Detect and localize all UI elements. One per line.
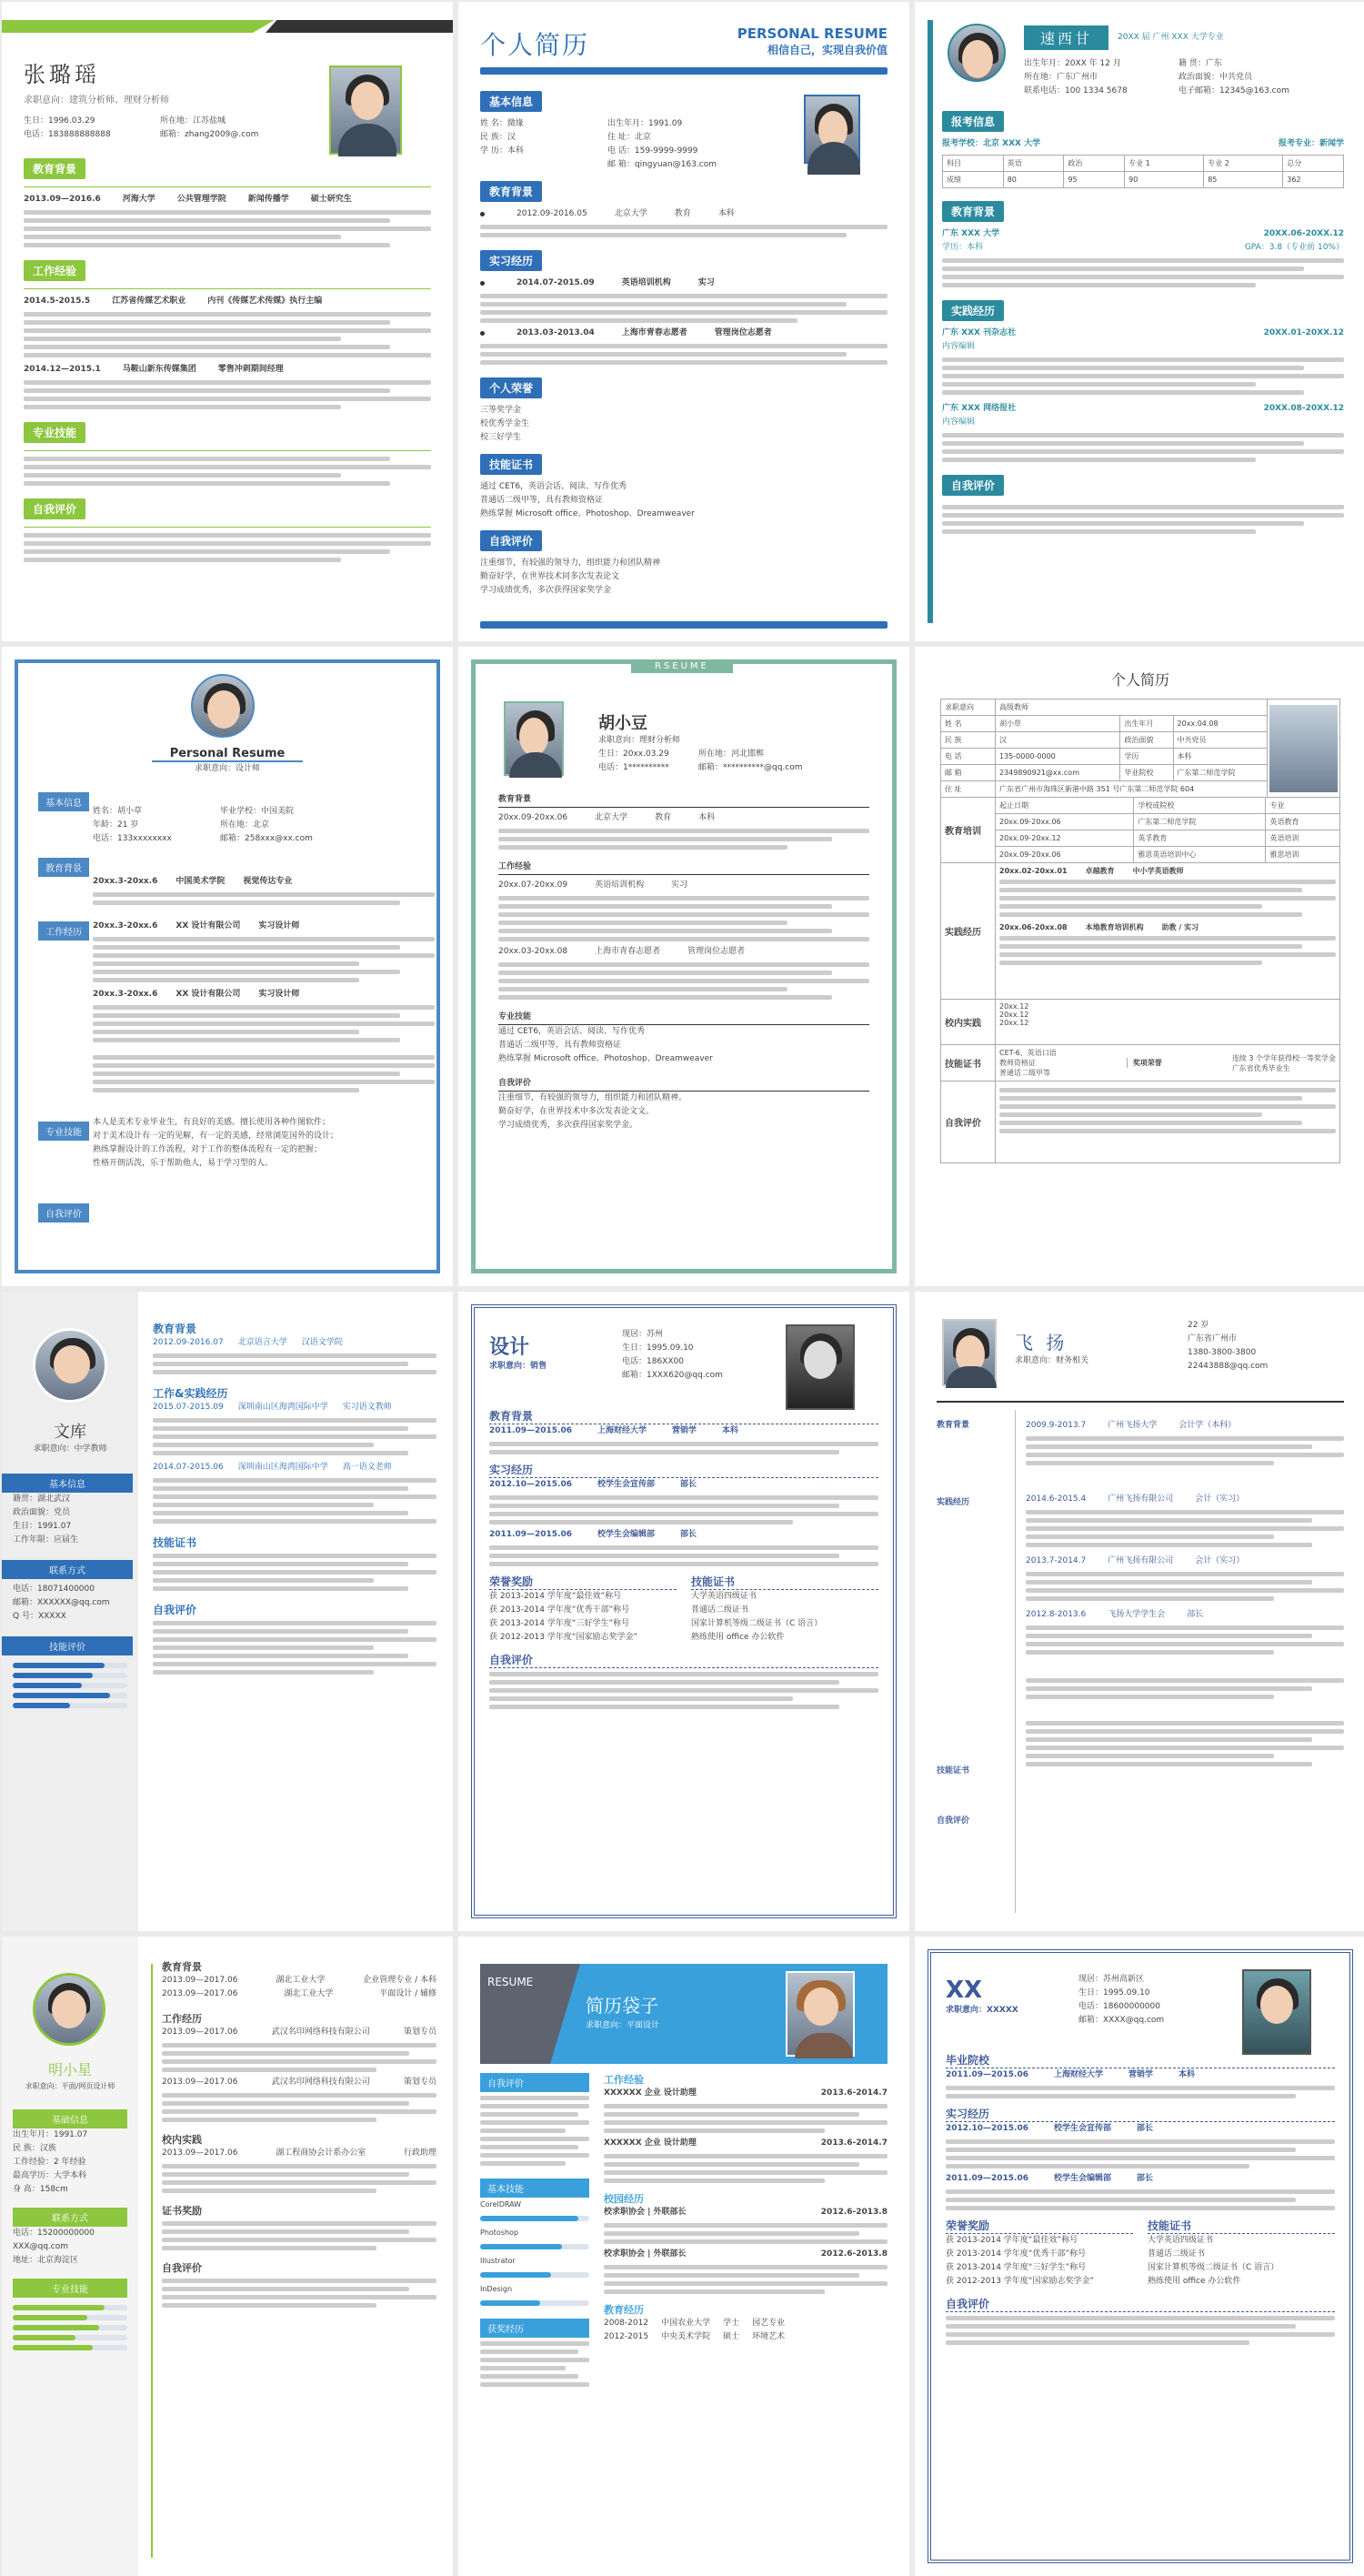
work-row-1: 2015.07-2015.09 深圳南山区海湾国际中学 实习语文教师: [153, 1403, 392, 1412]
resume-card-11[interactable]: [458, 1937, 909, 2576]
candidate-photo: [786, 1971, 855, 2057]
resume-card-3[interactable]: [915, 2, 1364, 641]
work-row-3: 2012.8-2013.6 飞扬大学学生会 部长: [1026, 1610, 1204, 1619]
work-row-1: 2012.10—2015.06 校学生会宣传部 部长: [489, 1480, 697, 1489]
header-accent-bar: [2, 20, 275, 33]
resume-card-12[interactable]: XX 求职意向：XXXXX 现居：苏州高新区 生日：1995.09.10 电话：18600000000 邮箱：XXXX@qq.com 毕业院校 2011.09—2015.06 上海财经大学 营销学 本科 实习经历 2012.10—2015.06 校学生会宣传部 部长 2011.09—2015.06 校学生会编辑部 部长 荣誉奖励 获 2013-2014 学年度“最佳效”称号 获 2013-2014 学年度“优秀干部”称号 获 2013-2014 学年度“三好学生”称号 获 2012-2013 学年度“国家励志奖学金” 技能证书 大学英语四级证书 普通话二级证书 国家计算机等级二级证书（C 语言） 熟练使用 office 办公软件 自我评价: [915, 1937, 1364, 2576]
resume-card-10[interactable]: 明小星 求职意向：平面/网页设计师 基础信息 出生年月：1991.07 民 族：汉族 工作经验：2 年经验 最高学历：大学本科 身 高：158cm 联系方式 电话：15200000000 XXX@qq.com 地址：北京海淀区 专业技能 教育背景 2013.09—2017.06 湖北工业大学 企业管理专业 / 本科 2013.09—2017.06 湖北工业大学 平面设计 / 辅修 工作经历 2013.09—2017.06 武汉名印网络科技有限公司 策划专员 2013.09—2017.06 武汉名印网络科技有限公司 策划专员 校内实践 2013.09—2017.06 湖工程商协会计系办公室 行政助理 证书奖励 自我评价: [2, 1937, 453, 2576]
candidate-photo: [804, 95, 860, 164]
candidate-name: 胡小豆: [598, 714, 647, 733]
basic-info: 出生年月：20XX 年 12 月 籍 贯：广东 所在地：广东广州市 政治面貌：中共党员 联系电话：100 1334 5678 电子邮箱：12345@163.com: [1024, 59, 1289, 96]
section-self: 自我评价: [946, 2298, 1335, 2312]
section-skills: 专业技能: [498, 1011, 869, 1025]
skill-item: 普通话二级甲等，具有教师资格证: [498, 1041, 622, 1050]
timeline-line: [151, 1964, 153, 2558]
basic-info: 现居：苏州高新区 生日：1995.09.10 电话：18600000000 邮箱：XXXX@qq.com: [1078, 1975, 1165, 2025]
candidate-photo: [191, 674, 255, 738]
job-intent: 求职意向：设计师: [194, 764, 260, 773]
section-skills: 专业技能: [38, 1122, 89, 1141]
job-intent: 求职意向：平面/网页设计师: [25, 2082, 115, 2090]
timeline-line: [1015, 1410, 1016, 1913]
resume-card-7[interactable]: 文库 求职意向：中学教师 基本信息 籍贯：湖北武汉 政治面貌：党员 生日：1991.07 工作年限：应届生 联系方式 电话：18071400000 邮箱：XXXXXX@qq.com Q 号：XXXXX 技能评价 教育背景 2012.09-2016.07 北京语言大学 汉语文学院 工作&实践经历 2015.07-2015.09 深圳南山区海湾国际中学 实习语文教师 2014.07-2015.06 深圳南山区海湾国际中学 高一语文老师 技能证书 自我评价: [2, 1292, 453, 1931]
work-row-2: 20xx.03-20xx.08 上海市青春志愿者 管理岗位志愿者: [498, 947, 746, 956]
education-table: 教育培训 起止日期 学校或院校 专业 20xx.09-20xx.06 广东第二师范学院 英语教育 20xx.09-20xx.12 英孚教育 英语培训 20xx.09-20xx.06 雅思英语培训中心 雅思培训: [940, 797, 1340, 863]
section-work: 工作经验: [24, 260, 85, 281]
edu-row: 2011.09—2015.06 上海财经大学 营销学 本科: [489, 1426, 739, 1435]
resume-title-en: PERSONAL RESUME: [737, 25, 888, 42]
work-row-1: XXXXXX 企业 设计助理 2013.6-2014.7: [604, 2088, 888, 2098]
honor-item: 三等奖学金: [480, 406, 522, 415]
skill-level-bar: [480, 2216, 589, 2221]
edu-row: 2012.09-2016.05 北京大学 教育 本科: [480, 207, 888, 221]
self-item: 熟练掌握设计的工作流程，对于工作的整体流程有一定的把握；: [93, 1145, 323, 1154]
section-awards: 荣誉奖励: [946, 2219, 1133, 2234]
edu-row: 2013.09—2016.6 河海大学 公共管理学院 新闻传播学 硕士研究生: [24, 195, 352, 204]
section-basic-info: 基本信息: [38, 792, 89, 811]
resume-title: 个人简历: [1110, 671, 1169, 689]
section-honors: 个人荣誉: [480, 377, 542, 398]
section-awards: 荣誉奖励: [489, 1575, 677, 1590]
honor-item: 校优秀学金生: [480, 419, 530, 428]
section-self: 自我评价: [38, 1203, 89, 1223]
title-bar: [480, 67, 888, 75]
section-certs: 技能证书: [153, 1536, 197, 1549]
edu-row: 2012.09-2016.07 北京语言大学 汉语文学院: [153, 1338, 343, 1347]
section-certs: 证书奖励: [162, 2205, 202, 2217]
edu-row-2: 2013.09—2017.06 湖北工业大学 平面设计 / 辅修: [162, 1989, 436, 1998]
resume-title: 设计: [489, 1336, 530, 1359]
work-row-2: 广东 XXX 网络报社 20XX.08-20XX.12: [942, 404, 1344, 413]
section-self: 自我评价: [480, 530, 542, 551]
section-self: 自我评价: [489, 1654, 878, 1668]
work-row-1: 2014.6-2015.4 广州飞扬有限公司 会计（实习）: [1026, 1494, 1245, 1504]
edu-row: 20xx.09-20xx.06 北京大学 教育 本科: [498, 813, 716, 822]
intern-row-1: 2014.07-2015.09 英语培训机构 实习: [480, 277, 888, 290]
campus-row-1: 校求职协会 | 外联部长 2012.6-2013.8: [604, 2208, 888, 2217]
basic-info: 现居：苏州 生日：1995.09.10 电话：186XX00 邮箱：1XXX620@qq.com: [622, 1330, 723, 1380]
candidate-photo: [33, 1328, 107, 1403]
candidate-name: 张璐瑶: [24, 62, 100, 87]
section-contact: 联系方式: [13, 2208, 127, 2227]
skill-level-bar: [480, 2244, 589, 2249]
job-intent: 求职意向：平面设计: [586, 2021, 660, 2030]
section-self: 自我评价: [162, 2262, 202, 2274]
campus-row-2: 校求职协会 | 外联部长 2012.6-2013.8: [604, 2249, 888, 2259]
resume-label: RESUME: [487, 1976, 534, 1988]
candidate-photo: [1242, 1969, 1311, 2055]
section-labels: 教育背景 实践经历 技能证书 自我评价: [937, 1421, 970, 1826]
work-row-2: 2013.7-2014.7 广州飞扬有限公司 会计（实习）: [1026, 1556, 1245, 1565]
footer-bar: [480, 621, 888, 629]
section-self: 自我评价: [153, 1604, 197, 1616]
section-internship: 实习经历: [946, 2108, 1335, 2122]
skill-item: 通过 CET6，英语会话、阅读、写作优秀: [498, 1027, 646, 1036]
school-line: 20XX 届 广州 XXX 大学专业: [1118, 33, 1224, 42]
section-education: 教育背景: [942, 201, 1004, 222]
work-row-1: 20xx.07-20xx.09 英语培训机构 实习: [498, 880, 688, 890]
section-certs: 技能证书: [1148, 2219, 1335, 2234]
edu-row-1: 2013.09—2017.06 湖北工业大学 企业管理专业 / 本科: [162, 1976, 436, 1985]
skill-item: 通过 CET6，英语会话、阅读、写作优秀: [480, 482, 627, 491]
work-row-1: 广东 XXX 刊杂志社 20XX.01-20XX.12: [942, 328, 1344, 337]
resume-card-1[interactable]: [2, 2, 453, 641]
work-row-2: 2011.09—2015.06 校学生会编辑部 部长: [489, 1530, 697, 1539]
self-item: 注重细节，有较强的领导力，组织能力和团队精神: [480, 558, 661, 568]
candidate-name: 文库: [54, 1423, 86, 1442]
basic-info-table: 求职意向 高级教师 姓 名 胡小草 出生年月 20xx.04.08 民 族 汉 政治面貌 中共党员 电 话 135-0000-0000 学历 本科 邮 箱 2349890921@xx.com 毕业院校 广东第二师范学院 住 址 广东省广州市海珠区新港中路 351 号广东第二师范学院 604: [940, 699, 1340, 798]
basic-info: 生日：20xx.03.29 所在地：河北邯郸 电话：1********** 邮箱：**********@qq.com: [598, 750, 803, 772]
resume-title: Personal Resume: [152, 747, 304, 762]
section-education: 教育背景: [162, 1961, 202, 1973]
score-table: 科目 英语 政治 专业 1 专业 2 总分 成绩 80 95 90 85 362: [942, 155, 1344, 188]
job-intent: 求职意向：XXXXX: [946, 2006, 1018, 2015]
birth-field: 生日：1996.03.29: [24, 116, 95, 126]
section-education: 教育背景: [489, 1410, 878, 1424]
skill-level-bar: [480, 2272, 589, 2278]
job-intent: 求职意向：财务相关: [1015, 1356, 1089, 1365]
skill-label: CorelDRAW: [480, 2200, 522, 2209]
section-work: 工作经历: [38, 921, 89, 941]
section-education: 毕业院校: [946, 2054, 1335, 2068]
section-apply: 报考信息: [942, 111, 1004, 132]
resume-card-9[interactable]: [915, 1292, 1364, 1931]
section-certs: 技能证书: [691, 1575, 878, 1590]
work-row-2: 2011.09—2015.06 校学生会编辑部 部长: [946, 2174, 1154, 2183]
section-skills: 基本技能: [480, 2179, 589, 2198]
intern-row-2: 2013.03-2013.04 上海市青春志愿者 管理岗位志愿者: [480, 327, 888, 340]
candidate-photo: [329, 65, 402, 155]
work-row-1: 2014.5-2015.5 江苏省传媒艺术职业 内刊《传媒艺术传媒》执行主编: [24, 297, 323, 306]
skill-label: Photoshop: [480, 2229, 519, 2237]
resume-card-6[interactable]: [915, 647, 1364, 1286]
candidate-name: 飞 扬: [1015, 1332, 1068, 1353]
left-accent-bar: [928, 20, 933, 623]
location-field: 所在地：江苏盐城: [160, 116, 226, 126]
job-intent: 求职意向：销售: [489, 1362, 547, 1371]
resume-card-5[interactable]: [458, 647, 909, 1286]
resume-title: 个人简历: [480, 30, 590, 60]
honor-item: 校三好学生: [480, 433, 522, 442]
section-education: 教育背景: [24, 158, 85, 179]
practice-table: 实践经历 20xx.02-20xx.01 卓越教育 中小学英语教师 20xx.06-20xx.08 本地教育培训机构 助教 / 实习 校内实践 20xx.12 20xx.12 20xx.12 技能证书 CET-6、英语口语 教师资格证 普通话二级甲等 奖项荣誉 连续 3 个学年获得校一等奖学金 广东省优秀毕业生 自我评价: [940, 862, 1340, 1163]
self-item: 勤奋好学，在世界技术中多次发表论文文。: [498, 1107, 655, 1116]
section-education: 教育背景: [480, 181, 542, 202]
basic-info: 姓名：胡小草 毕业学校：中国美院 年龄：21 岁 所在地：北京 电话：133xxxxxxxx 邮箱：258xxx@xx.com: [93, 807, 313, 843]
edu-row: 2009.9-2013.7 广州飞扬大学 会计学（本科）: [1026, 1421, 1237, 1430]
section-internship: 实习经历: [489, 1464, 878, 1478]
candidate-name: 速西甘: [1024, 25, 1108, 50]
skill-item: 熟练掌握 Microsoft office、Photoshop、Dreamweaver: [480, 509, 695, 518]
email-field: 邮箱：zhang2009@.com: [160, 130, 259, 139]
job-intent: 求职意向：中学教师: [33, 1444, 107, 1454]
section-self: 自我评价: [942, 475, 1004, 496]
job-intent: 求职意向：建筑分析师、理财分析师: [24, 96, 169, 106]
candidate-photo: [786, 1324, 855, 1410]
section-work: 工作经验: [604, 2074, 644, 2086]
candidate-photo: [33, 1973, 105, 2046]
edu-row-1: 广东 XXX 大学 20XX.06-20XX.12: [942, 229, 1344, 238]
work-role: 内容编辑: [942, 342, 976, 351]
section-campus: 校园经历: [604, 2193, 644, 2205]
section-self: 自我评价: [498, 1077, 869, 1092]
work-row-1: 20xx.3-20xx.6 XX 设计有限公司 实习设计师: [93, 921, 300, 931]
resume-card-8[interactable]: 设计 求职意向：销售 现居：苏州 生日：1995.09.10 电话：186XX00 邮箱：1XXX620@qq.com 教育背景 2011.09—2015.06 上海财经大学 营销学 本科 实习经历 2012.10—2015.06 校学生会宣传部 部长 2011.09—2015.06 校学生会编辑部 部长 荣誉奖励 获 2013-2014 学年度“最佳效”称号 获 2013-2014 学年度“优秀干部”称号 获 2013-2014 学年度“三好学生”称号 获 2012-2013 学年度“国家励志奖学金” 技能证书 大学英语四级证书 普通话二级证书 国家计算机等级二级证书（C 语言） 熟练使用 office 办公软件 自我评价: [458, 1292, 909, 1931]
section-education: 教育背景: [38, 858, 89, 877]
work-row-2: 20xx.3-20xx.6 XX 设计有限公司 实习设计师: [93, 990, 300, 999]
banner-label: RSEUME: [631, 659, 733, 673]
section-internship: 实习经历: [480, 250, 542, 271]
skill-label: Illustrator: [480, 2257, 516, 2265]
candidate-photo: [942, 1319, 997, 1386]
header-divider: [937, 1401, 1344, 1403]
candidate-photo: [504, 701, 564, 776]
work-row-2: XXXXXX 企业 设计助理 2013.6-2014.7: [604, 2138, 888, 2148]
edu-row-1: 2008-2012 中国农业大学 学士 园艺专业: [604, 2319, 786, 2328]
section-contact: 联系方式: [2, 1560, 133, 1579]
candidate-photo: [948, 24, 1006, 82]
work-role: 内容编辑: [942, 418, 976, 427]
resume-title: 简历袋子: [586, 1995, 658, 2017]
skills-list: [480, 2198, 589, 2306]
section-work: 工作&实践经历: [153, 1387, 228, 1400]
self-item: 本人是美术专业毕业生，有良好的美感。擅长使用各种作图软件；: [93, 1118, 331, 1127]
work-row-2: 2014.07-2015.06 深圳南山区海湾国际中学 高一语文老师: [153, 1463, 392, 1472]
job-intent: 求职意向：理财分析师: [598, 736, 681, 745]
apply-row: 报考学校：北京 XXX 大学 报考专业：新闻学: [942, 139, 1344, 148]
self-item: 性格开朗活泼，乐于帮助他人，易于学习型的人。: [93, 1159, 274, 1168]
section-work: 工作经验: [498, 860, 869, 875]
self-item: 学习成绩优秀，多次获得国家奖学金: [480, 586, 612, 595]
skill-level-bar: [480, 2300, 589, 2306]
header-dark-bar: [266, 20, 453, 33]
section-practice: 实践经历: [942, 300, 1004, 321]
edu-row-2: 2012-2015 中央美术学院 硕士 环境艺术: [604, 2332, 786, 2341]
edu-row-2: 学历：本科 GPA：3.8（专业前 10%）: [942, 243, 1344, 252]
slogan: 相信自己，实现自我价值: [767, 44, 888, 56]
edu-row: 20xx.3-20xx.6 中国美术学院 视觉传达专业: [93, 877, 293, 886]
basic-info: 姓 名：微缘 出生年月：1991.09 民 族：汉 住 址：北京 学 历：本科 电 话：159-9999-9999 邮 箱：qingyuan@163.com: [480, 119, 717, 169]
edu-row: 2011.09—2015.06 上海财经大学 营销学 本科: [946, 2070, 1196, 2079]
work-row-1: 2013.09—2017.06 武汉名印网络科技有限公司 策划专员: [162, 2028, 436, 2037]
self-item: 注重细节，有较强的领导力，组织能力和团队精神。: [498, 1093, 687, 1102]
section-campus: 校内实践: [162, 2134, 202, 2146]
skill-label: InDesign: [480, 2285, 513, 2293]
resume-title: XX: [946, 1977, 983, 2004]
work-row-2: 2013.09—2017.06 武汉名印网络科技有限公司 策划专员: [162, 2078, 436, 2087]
skill-item: 熟练掌握 Microsoft office、Photoshop、Dreamweaver: [498, 1054, 713, 1063]
section-basic-info: 基本信息: [2, 1474, 133, 1493]
skill-item: 普通话二级甲等，具有教师资格证: [480, 496, 604, 505]
section-work: 工作经历: [162, 2013, 202, 2025]
campus-row: 2013.09—2017.06 湖工程商协会计系办公室 行政助理: [162, 2148, 436, 2158]
section-skill-rating: 技能评价: [2, 1636, 133, 1655]
section-education: 教育背景: [498, 793, 869, 808]
work-row-1: 2012.10—2015.06 校学生会宣传部 部长: [946, 2124, 1154, 2133]
section-basic-info: 基本信息: [480, 91, 542, 112]
section-awards: 获奖经历: [480, 2319, 589, 2338]
section-self: 自我评价: [24, 498, 85, 519]
candidate-photo: [1269, 705, 1338, 792]
section-skills: 专业技能: [24, 422, 85, 443]
self-item: 勤奋好学，在世界技术同多次发表论文: [480, 572, 620, 581]
resume-card-2[interactable]: [458, 2, 909, 641]
section-basic-info: 基础信息: [13, 2109, 127, 2128]
self-item: 对于美术设计有一定的见解，有一定的美感，经常浏览国外的设计；: [93, 1132, 339, 1141]
work-row-2: 2014.12—2015.1 马鞍山新东传媒集团 零售冲刺期间经理: [24, 365, 284, 374]
section-skills: 技能证书: [480, 454, 542, 475]
candidate-name: 明小星: [47, 2061, 92, 2078]
resume-card-4[interactable]: [2, 647, 453, 1286]
section-skills: 专业技能: [13, 2279, 127, 2298]
self-item: 学习成绩优秀，多次获得国家奖学金。: [498, 1121, 638, 1130]
section-education: 教育背景: [153, 1323, 197, 1335]
phone-field: 电话：183888888888: [24, 130, 111, 139]
basic-info: 22 岁 广东省广州市 1380-3800-3800 22443888@qq.com: [1188, 1321, 1269, 1371]
section-education: 教育经历: [604, 2304, 644, 2316]
section-self: 自我评价: [480, 2073, 589, 2092]
